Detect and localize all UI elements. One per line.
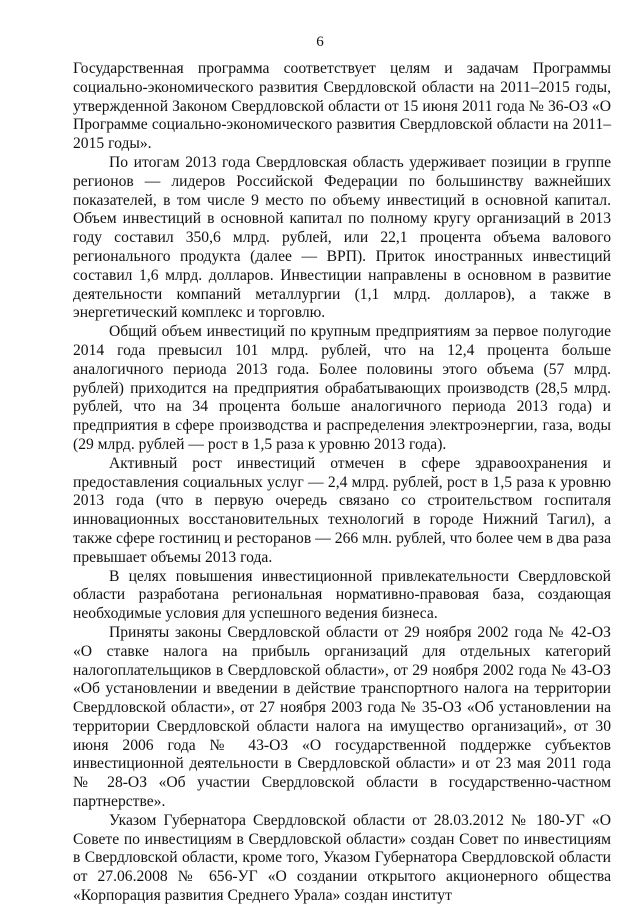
- paragraph-investment-growth: Активный рост инвестиций отмечен в сфере здравоохранения и предоставления социальных услуг — 2,4 млрд. рублей, рост в 1,5 раза к уровню 2013 года (что в первую очередь связано со строительством госпиталя инновационных восстановительных технологий в городе Нижний Тагил), а также сфере гостиниц и ресторанов — 266 млн. рублей, что более чем в два раза превышает объемы 2013 года.: [73, 454, 611, 566]
- paragraph-first-half-2014: Общий объем инвестиций по крупным предприятиям за первое полугодие 2014 года превысил 101 млрд. рублей, что на 12,4 процента больше аналогичного периода 2013 года. Более половины этого объема (57 млрд. рублей) приходится на предприятия обрабатывающих производств (28,5 млрд. рублей, что на 34 процента больше аналогичного периода 2013 года) и предприятия в сфере производства и распределения электроэнергии, газа, воды (29 млрд. рублей — рост в 1,5 раза к уровню 2013 года).: [73, 323, 611, 453]
- paragraph-governor-decree: Указом Губернатора Свердловской области от 28.03.2012 № 180-УГ «О Совете по инвестициям в Свердловской области» создан Совет по инвестициям в Свердловской области, кроме того, Указом Губернатора Свердловской области от 27.06.2008 № 656-УГ «О создании открытого акционерного общества «Корпорация развития Среднего Урала» создан институт: [73, 811, 611, 905]
- paragraph-2013-results: По итогам 2013 года Свердловская область удерживает позиции в группе регионов — лидеров Российской Федерации по большинству важнейших показателей, в том числе 9 место по объему инвестиций в основной капитал. Объем инвестиций в основной капитал по полному кругу организаций в 2013 году составил 350,6 млрд. рублей, или 22,1 процента объема валового регионального продукта (далее — ВРП). Приток иностранных инвестиций составил 1,6 млрд. долларов. Инвестиции направлены в основном в развитие деятельности компаний металлургии (1,1 млрд. долларов), а также в энергетический комплекс и торговлю.: [73, 153, 611, 322]
- paragraph-adopted-laws: Приняты законы Свердловской области от 29 ноября 2002 года № 42-ОЗ «О ставке налога на прибыль организаций для отдельных категорий налогоплательщиков в Свердловской области», от 29 ноября 2002 года № 43-ОЗ «Об установлении и введении в действие транспортного налога на территории Свердловской области», от 27 ноября 2003 года № 35-ОЗ «Об установлении на территории Свердловской области налога на имущество организаций», от 30 июня 2006 года № 43-ОЗ «О государственной поддержке субъектов инвестиционной деятельности в Свердловской области» и от 23 мая 2011 года № 28-ОЗ «Об участии Свердловской области в государственно-частном партнерстве».: [73, 623, 611, 811]
- paragraph-program-goals: Государственная программа соответствует целям и задачам Программы социально-экономического развития Свердловской области на 2011–2015 годы, утвержденной Законом Свердловской области от 15 июня 2011 года № 36-ОЗ «О Программе социально-экономического развития Свердловской области на 2011–2015 годы».: [73, 60, 611, 153]
- paragraph-regulatory-base: В целях повышения инвестиционной привлекательности Свердловской области разработана региональная нормативно-правовая база, создающая необходимые условия для успешного ведения бизнеса.: [73, 567, 611, 623]
- document-body: [73, 60, 611, 906]
- page-number: 6: [316, 34, 324, 50]
